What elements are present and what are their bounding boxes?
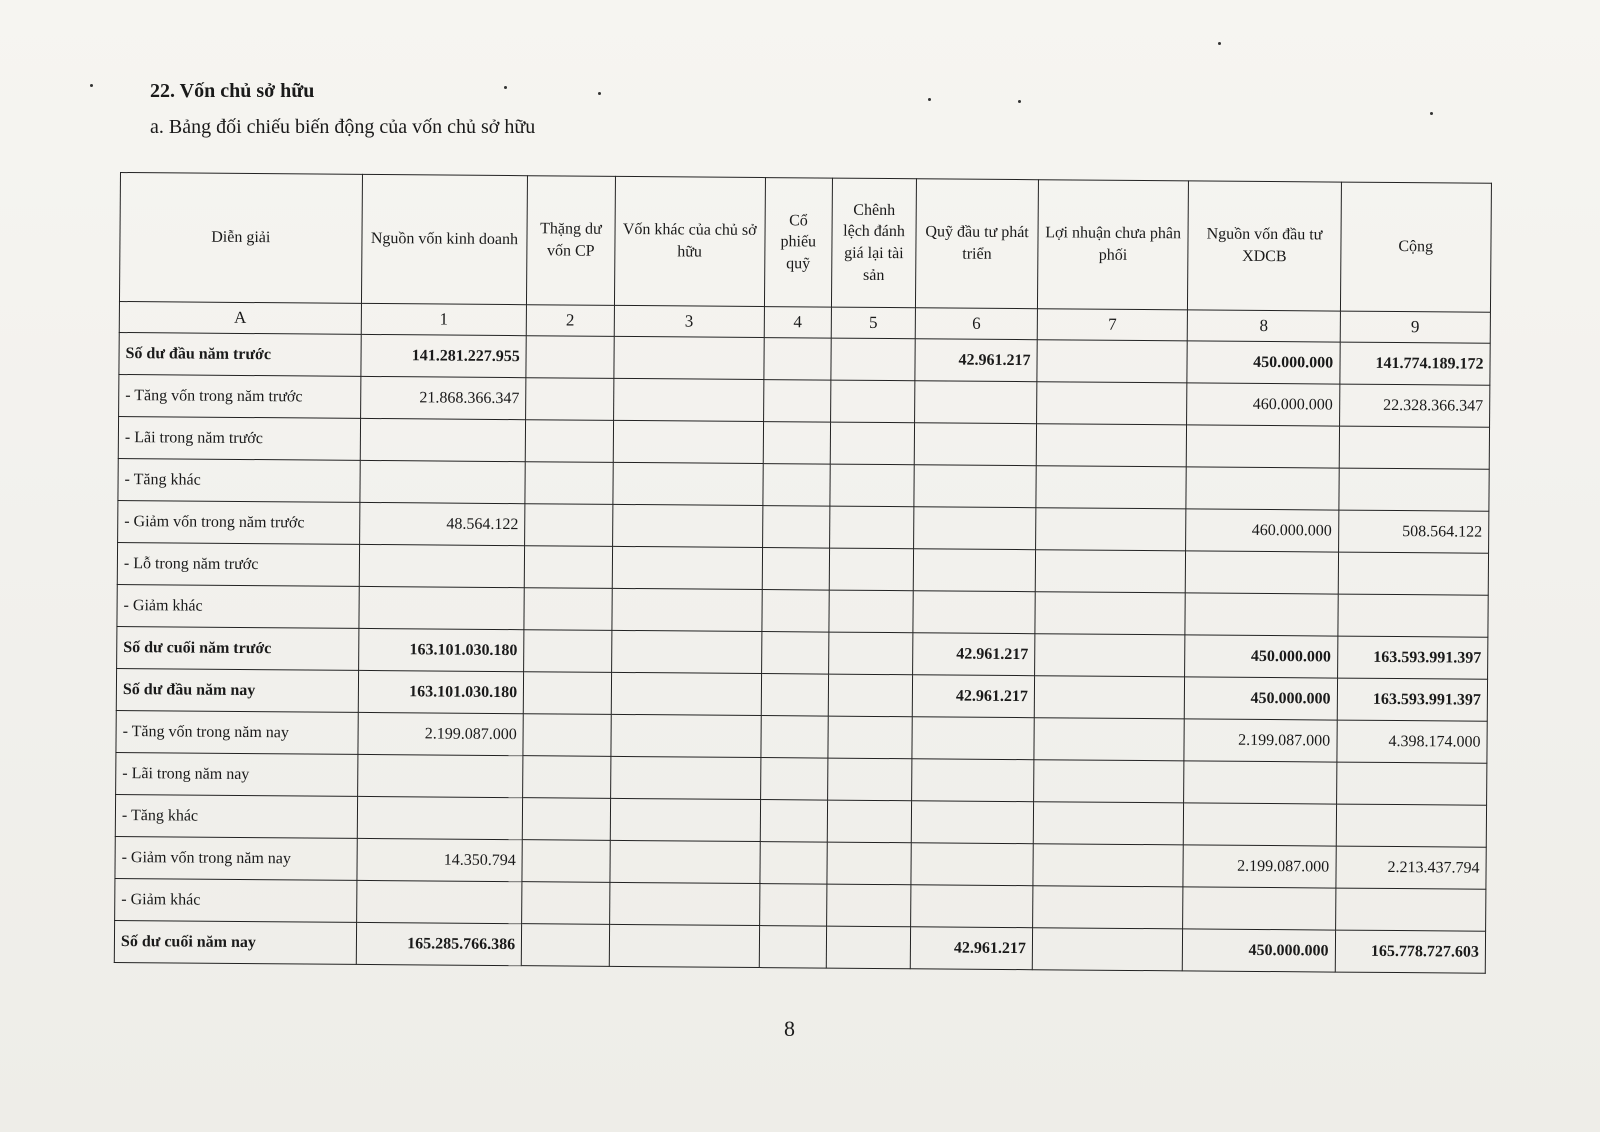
cell-construction-capital: 450.000.000 xyxy=(1187,341,1340,384)
column-index: 7 xyxy=(1037,309,1188,341)
cell-other-owner-capital xyxy=(610,798,761,841)
page-number: 8 xyxy=(784,1016,795,1041)
row-label: Số dư đầu năm trước xyxy=(119,332,361,376)
equity-reconciliation-table xyxy=(114,172,1492,974)
cell-business-capital: 165.285.766.386 xyxy=(356,922,522,965)
cell-other-owner-capital xyxy=(613,378,764,421)
cell-asset-revaluation xyxy=(828,716,913,759)
cell-total xyxy=(1338,594,1489,637)
header-retained-earnings: Lợi nhuận chưa phân phối xyxy=(1037,180,1188,310)
cell-treasury-shares xyxy=(763,380,830,423)
row-label: - Giảm khác xyxy=(117,584,359,628)
cell-treasury-shares xyxy=(759,926,826,969)
header-business-capital: Nguồn vốn kinh doanh xyxy=(361,174,528,304)
cell-business-capital: 163.101.030.180 xyxy=(358,628,524,671)
cell-asset-revaluation xyxy=(827,800,912,843)
cell-total xyxy=(1336,762,1487,805)
cell-total: 141.774.189.172 xyxy=(1339,342,1490,385)
cell-other-owner-capital xyxy=(612,462,763,505)
cell-total xyxy=(1339,468,1490,511)
cell-other-owner-capital xyxy=(609,840,760,883)
cell-retained-earnings xyxy=(1034,676,1185,719)
cell-share-premium xyxy=(526,378,614,421)
cell-development-fund xyxy=(912,759,1034,802)
table-body xyxy=(114,332,1490,973)
cell-construction-capital: 460.000.000 xyxy=(1186,509,1339,552)
cell-treasury-shares xyxy=(760,758,827,801)
cell-share-premium xyxy=(522,840,610,883)
cell-construction-capital: 450.000.000 xyxy=(1185,635,1338,678)
cell-retained-earnings xyxy=(1037,382,1188,425)
cell-asset-revaluation xyxy=(830,464,915,507)
cell-retained-earnings xyxy=(1035,634,1186,677)
cell-business-capital xyxy=(357,754,523,797)
cell-development-fund xyxy=(915,381,1037,424)
cell-share-premium xyxy=(521,924,609,967)
cell-asset-revaluation xyxy=(828,674,913,717)
cell-asset-revaluation xyxy=(827,758,912,801)
cell-development-fund xyxy=(913,591,1035,634)
cell-asset-revaluation xyxy=(827,842,912,885)
cell-retained-earnings xyxy=(1036,508,1187,551)
cell-asset-revaluation xyxy=(830,422,915,465)
cell-retained-earnings xyxy=(1035,592,1186,635)
row-label: - Giảm vốn trong năm nay xyxy=(115,836,357,880)
cell-other-owner-capital xyxy=(611,630,762,673)
row-label: - Lãi trong năm nay xyxy=(116,752,358,796)
column-index: 4 xyxy=(764,307,831,339)
column-index: 5 xyxy=(831,307,916,339)
cell-construction-capital: 2.199.087.000 xyxy=(1183,845,1336,888)
cell-development-fund xyxy=(913,549,1035,592)
cell-development-fund xyxy=(914,507,1036,550)
cell-treasury-shares xyxy=(763,422,830,465)
cell-asset-revaluation xyxy=(826,884,911,927)
row-label: - Tăng khác xyxy=(118,458,360,502)
cell-development-fund xyxy=(911,843,1033,886)
cell-total xyxy=(1338,552,1489,595)
scan-speck xyxy=(90,84,93,87)
row-label: - Giảm khác xyxy=(115,878,357,922)
cell-development-fund xyxy=(914,423,1036,466)
scan-speck xyxy=(1218,42,1221,45)
cell-construction-capital xyxy=(1186,467,1339,510)
cell-share-premium xyxy=(526,336,614,379)
cell-treasury-shares xyxy=(762,590,829,633)
cell-business-capital: 2.199.087.000 xyxy=(358,712,524,755)
section-subtitle: a. Bảng đối chiếu biến động của vốn chủ sở hữu xyxy=(150,116,536,138)
cell-asset-revaluation xyxy=(829,506,914,549)
cell-treasury-shares xyxy=(764,338,831,381)
cell-construction-capital xyxy=(1185,593,1338,636)
row-label: - Tăng vốn trong năm trước xyxy=(119,374,361,418)
cell-share-premium xyxy=(524,630,612,673)
cell-other-owner-capital xyxy=(611,588,762,631)
cell-retained-earnings xyxy=(1033,886,1184,929)
column-index: A xyxy=(119,301,361,334)
header-description: Diễn giải xyxy=(119,173,362,304)
cell-development-fund: 42.961.217 xyxy=(913,633,1035,676)
cell-retained-earnings xyxy=(1036,424,1187,467)
cell-business-capital xyxy=(359,586,525,629)
column-index: 2 xyxy=(526,305,614,337)
cell-treasury-shares xyxy=(760,842,827,885)
cell-asset-revaluation xyxy=(828,632,913,675)
cell-business-capital: 141.281.227.955 xyxy=(361,334,527,377)
row-label: - Tăng khác xyxy=(115,794,357,838)
row-label: - Giảm vốn trong năm trước xyxy=(118,500,360,544)
cell-development-fund: 42.961.217 xyxy=(915,339,1037,382)
header-construction-capital: Nguồn vốn đầu tư XDCB xyxy=(1188,181,1341,311)
cell-development-fund xyxy=(914,465,1036,508)
cell-asset-revaluation xyxy=(829,548,914,591)
cell-share-premium xyxy=(525,504,613,547)
scan-speck xyxy=(1018,100,1021,103)
cell-total: 22.328.366.347 xyxy=(1339,384,1490,427)
cell-total: 4.398.174.000 xyxy=(1337,720,1488,763)
cell-treasury-shares xyxy=(763,464,830,507)
scan-speck xyxy=(598,92,601,95)
cell-development-fund: 42.961.217 xyxy=(912,675,1034,718)
header-total: Cộng xyxy=(1340,182,1491,312)
cell-construction-capital: 460.000.000 xyxy=(1187,383,1340,426)
cell-treasury-shares xyxy=(761,716,828,759)
cell-other-owner-capital xyxy=(613,420,764,463)
cell-total: 2.213.437.794 xyxy=(1336,846,1487,889)
cell-business-capital: 163.101.030.180 xyxy=(358,670,524,713)
column-index: 6 xyxy=(915,308,1037,340)
header-share-premium: Thặng dư vốn CP xyxy=(527,176,615,306)
cell-treasury-shares xyxy=(762,506,829,549)
header-row xyxy=(119,173,1491,313)
row-label: Số dư đầu năm nay xyxy=(116,668,358,712)
cell-construction-capital xyxy=(1183,887,1336,930)
column-index: 1 xyxy=(361,303,527,335)
cell-business-capital: 14.350.794 xyxy=(357,838,523,881)
row-label: Số dư cuối năm nay xyxy=(114,920,356,964)
cell-retained-earnings xyxy=(1033,802,1184,845)
cell-treasury-shares xyxy=(760,800,827,843)
header-other-owner-capital: Vốn khác của chủ sở hữu xyxy=(614,176,765,306)
cell-share-premium xyxy=(524,546,612,589)
scan-speck xyxy=(1430,112,1433,115)
row-label: - Lỗ trong năm trước xyxy=(117,542,359,586)
cell-total xyxy=(1336,804,1487,847)
cell-other-owner-capital xyxy=(612,546,763,589)
cell-other-owner-capital xyxy=(609,882,760,925)
cell-retained-earnings xyxy=(1034,718,1185,761)
header-development-fund: Quỹ đầu tư phát triển xyxy=(916,179,1039,309)
cell-retained-earnings xyxy=(1032,928,1183,971)
row-label: - Tăng vốn trong năm nay xyxy=(116,710,358,754)
cell-construction-capital xyxy=(1184,761,1337,804)
scan-speck xyxy=(504,86,507,89)
header-asset-revaluation: Chênh lệch đánh giá lại tài sản xyxy=(831,178,916,308)
cell-retained-earnings xyxy=(1037,340,1188,383)
cell-treasury-shares xyxy=(761,632,828,675)
cell-treasury-shares xyxy=(759,884,826,927)
cell-share-premium xyxy=(523,672,611,715)
cell-development-fund: 42.961.217 xyxy=(910,927,1032,970)
cell-business-capital: 21.868.366.347 xyxy=(360,376,526,419)
cell-development-fund xyxy=(911,885,1033,928)
cell-treasury-shares xyxy=(762,548,829,591)
cell-share-premium xyxy=(523,756,611,799)
cell-development-fund xyxy=(912,717,1034,760)
cell-share-premium xyxy=(524,588,612,631)
cell-construction-capital: 450.000.000 xyxy=(1185,677,1338,720)
cell-construction-capital xyxy=(1187,425,1340,468)
cell-total: 508.564.122 xyxy=(1338,510,1489,553)
cell-share-premium xyxy=(523,714,611,757)
cell-business-capital xyxy=(356,880,522,923)
cell-retained-earnings xyxy=(1033,844,1184,887)
row-label: Số dư cuối năm trước xyxy=(117,626,359,670)
cell-development-fund xyxy=(911,801,1033,844)
cell-other-owner-capital xyxy=(610,714,761,757)
column-index: 8 xyxy=(1188,310,1341,342)
cell-total: 163.593.991.397 xyxy=(1337,678,1488,721)
cell-asset-revaluation xyxy=(830,380,915,423)
section-title: 22. Vốn chủ sở hữu xyxy=(150,80,315,102)
cell-total xyxy=(1335,888,1486,931)
cell-share-premium xyxy=(525,462,613,505)
cell-business-capital xyxy=(360,460,526,503)
cell-total xyxy=(1339,426,1490,469)
cell-construction-capital: 450.000.000 xyxy=(1183,929,1336,972)
cell-retained-earnings xyxy=(1036,466,1187,509)
cell-treasury-shares xyxy=(761,674,828,717)
cell-construction-capital: 2.199.087.000 xyxy=(1184,719,1337,762)
cell-other-owner-capital xyxy=(612,504,763,547)
cell-other-owner-capital xyxy=(610,756,761,799)
cell-retained-earnings xyxy=(1034,760,1185,803)
scan-speck xyxy=(928,98,931,101)
cell-other-owner-capital xyxy=(611,672,762,715)
row-label: - Lãi trong năm trước xyxy=(118,416,360,460)
cell-total: 165.778.727.603 xyxy=(1335,930,1486,973)
cell-other-owner-capital xyxy=(609,924,760,967)
column-index: 3 xyxy=(614,305,765,337)
cell-retained-earnings xyxy=(1035,550,1186,593)
cell-construction-capital xyxy=(1184,803,1337,846)
header-treasury-shares: Cổ phiếu quỹ xyxy=(764,178,832,308)
cell-construction-capital xyxy=(1186,551,1339,594)
cell-total: 163.593.991.397 xyxy=(1337,636,1488,679)
cell-business-capital xyxy=(360,418,526,461)
cell-share-premium xyxy=(522,798,610,841)
column-index: 9 xyxy=(1340,311,1491,343)
cell-asset-revaluation xyxy=(831,338,916,381)
cell-asset-revaluation xyxy=(826,926,911,969)
cell-business-capital xyxy=(357,796,523,839)
cell-other-owner-capital xyxy=(613,336,764,379)
cell-business-capital xyxy=(359,544,525,587)
cell-asset-revaluation xyxy=(829,590,914,633)
cell-business-capital: 48.564.122 xyxy=(359,502,525,545)
cell-share-premium xyxy=(522,882,610,925)
cell-share-premium xyxy=(525,420,613,463)
